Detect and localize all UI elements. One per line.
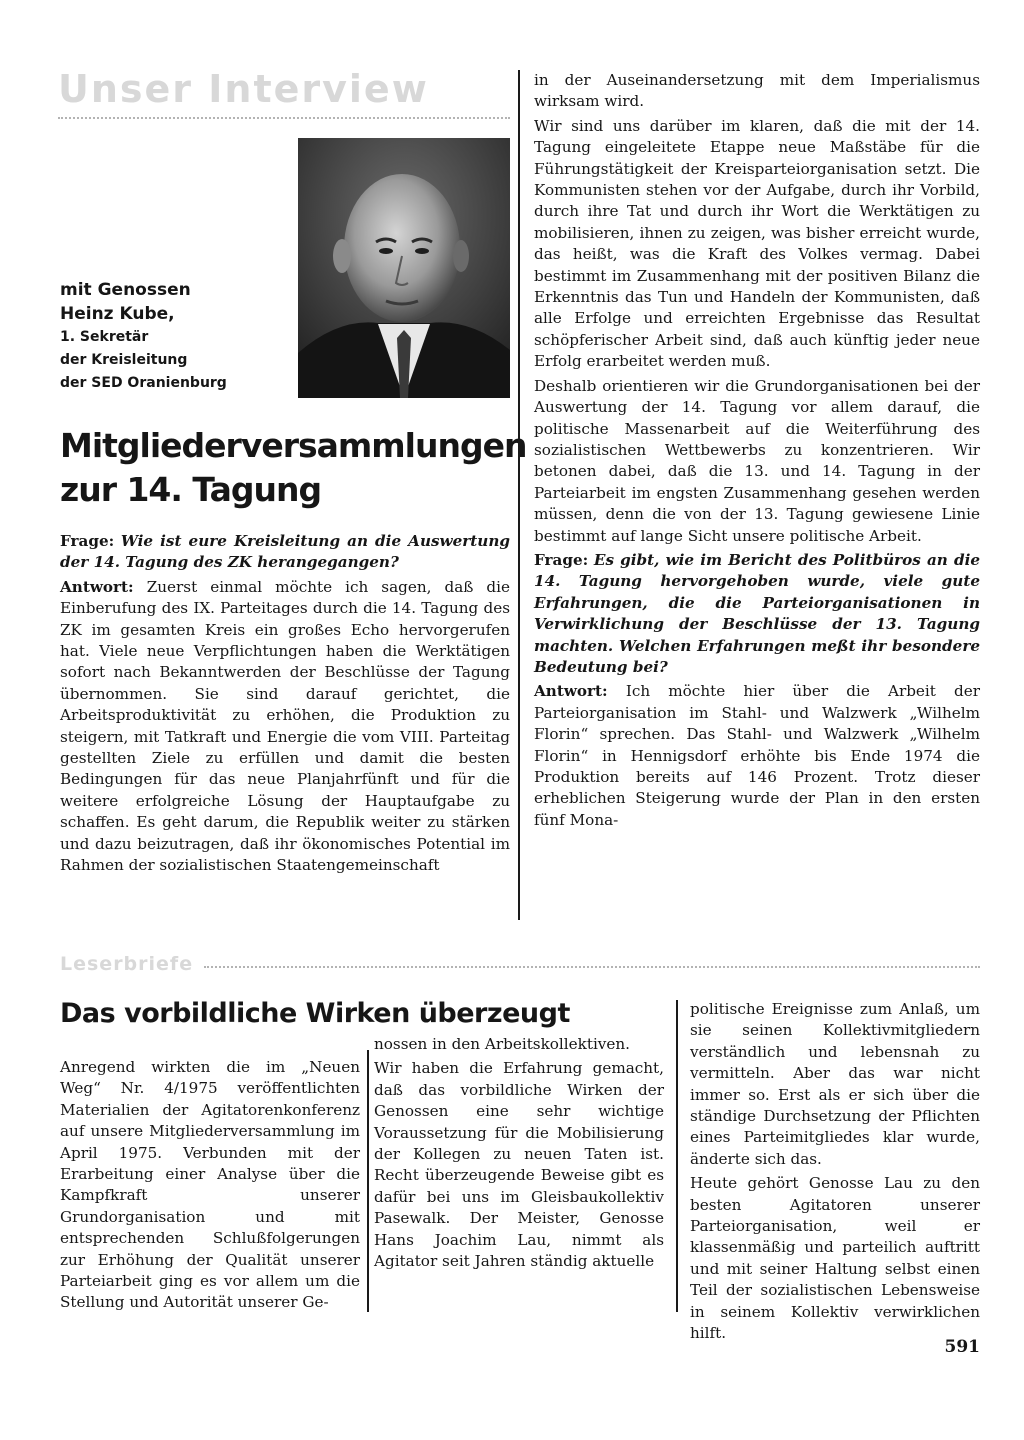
headline-line-1: Mitgliederversammlungen xyxy=(60,426,527,465)
question-2-text: Es gibt, wie im Bericht des Politbüros an die 14. Tagung hervorgehoben wurde, viele gute Erfahrungen, die die Parteiorganisationen in Verwirklichung der Beschlüsse der 13. Tagung machten. Welchen Erfahrungen meßt ihr besondere Bedeutung bei? xyxy=(534,550,980,676)
letter-paragraph-5: Heute gehört Genosse Lau zu den besten Agitatoren unserer Parteiorganisation, weil er klassenmäßig und parteilich auftritt und mit seiner Haltung selbst einen Teil der sozialistischen Lebensweise in seinem Kollektiv verwirklichen hilft. xyxy=(690,1174,980,1343)
antwort-label: Antwort: xyxy=(60,577,134,596)
kicker-rule-interview xyxy=(58,117,510,119)
interview-caption xyxy=(60,278,290,395)
caption-line-3: 1. Sekretär xyxy=(60,329,149,345)
caption-line-1: mit Genossen xyxy=(60,280,191,300)
interview-column-right xyxy=(534,70,980,831)
letters-column-1 xyxy=(60,1057,360,1314)
answer-2-text: Ich möchte hier über die Arbeit der Parteiorganisation im Stahl- und Walzwerk „Wilhelm Florin“ sprechen. Das Stahl- und Walzwerk „Wilhelm Florin“ in Hennigsdorf erhöhte bis Ende 1974 die Produktion bereits auf 146 Prozent. Trotz dieser erheblichen Steigerung wurde der Plan in den ersten fünf Mona- xyxy=(534,682,980,829)
page-number: 591 xyxy=(944,1337,980,1357)
headline-line-2: zur 14. Tagung xyxy=(60,470,322,509)
letters-column-3 xyxy=(690,999,980,1345)
column-rule xyxy=(676,1000,678,1312)
letters-kicker: Leserbriefe xyxy=(60,953,194,975)
question-1-text: Wie ist eure Kreisleitung an die Auswertung der 14. Tagung des ZK herangegangen? xyxy=(60,532,511,572)
portrait-illustration xyxy=(298,138,510,398)
frage-label: Frage: xyxy=(534,550,589,569)
answer-1-text: Zuerst einmal möchte ich sagen, daß die Einberufung des IX. Parteitages durch die 14. Tagung des ZK im gesamten Kreis ein großes Echo hervorgerufen hat. Viele neue Verpflichtungen haben die Werktätigen sofort nach Bekanntwerden der Beschlüsse der Tagung übernommen. Sie sind darauf gerichtet, die Arbeitsproduktivität zu erhöhen, die Produktion zu steigern, mit Tatkraft und Energie die vom VIII. Parteitag gestellten Ziele zu erfüllen und damit die besten Bedingungen für das neue Planjahrfünft und für die weitere erfolgreiche Lösung der Hauptaufgabe zu schaffen. Es geht darum, die Republik weiter zu stärken und dazu beizutragen, daß ihr ökonomisches Potential im Rahmen der sozialistischen Staatengemeinschaft xyxy=(60,577,510,875)
portrait-photo xyxy=(298,138,510,398)
caption-name: Heinz Kube, xyxy=(60,304,175,324)
column-rule xyxy=(518,70,520,920)
letter-paragraph-1: Anregend wirkten die im „Neuen Weg“ Nr. 4/1975 veröffentlichten Materialien der Agitatorenkonferenz auf unsere Mitgliederversammlung im April 1975. Verbunden mit der Erarbeitung einer Analyse über die Kampfkraft unserer Grundorganisation und mit entsprechenden Schlußfolgerungen zur Erhöhung der Qualität unserer Parteiarbeit ging es vor allem um die Stellung und Autorität unserer Ge- xyxy=(60,1058,360,1312)
letter-paragraph-4: politische Ereignisse zum Anlaß, um sie seinen Kollektivmitgliedern verständlich und lebensnah zu vermitteln. Aber das war nicht immer so. Erst als er sich über die ständige Durchsetzung der Pflichten eines Parteimitgliedes klar wurde, änderte sich das. xyxy=(690,1000,980,1168)
answer-1 xyxy=(60,577,510,877)
frage-label: Frage: xyxy=(60,532,115,550)
letter-paragraph-2: nossen in den Arbeitskollektiven. xyxy=(374,1035,630,1053)
antwort-label: Antwort: xyxy=(534,682,608,701)
letter-paragraph-3: Wir haben die Erfahrung gemacht, daß das vorbildliche Wirken der Genossen eine sehr wichtige Voraussetzung für die Mobilisierung der Kollegen zu neuen Taten ist. Recht überzeugende Beweise gibt es dafür bei uns im Gleisbaukollektiv Pasewalk. Der Meister, Genosse Hans Joachim Lau, nimmt als Agitator seit Jahren ständig aktuelle xyxy=(374,1059,664,1271)
paragraph-deshalb: Deshalb orientieren wir die Grundorganisationen bei der Auswertung der 14. Tagung vor allem darauf, die politische Massenarbeit auf die Weiterführung des sozialistischen Wettbewerbs zu konzentrieren. Wir betonen dabei, daß die 13. und 14. Tagung in der Parteiarbeit im engsten Zusammenhang gesehen werden müssen, denn die von der 13. Tagung gewiesene Linie bestimmt auf lange Sicht unsere politische Arbeit. xyxy=(534,376,980,545)
answer-2 xyxy=(534,681,980,831)
caption-line-5: der SED Oranienburg xyxy=(60,375,227,391)
question-1 xyxy=(60,531,510,574)
paragraph-etappe: Wir sind uns darüber im klaren, daß die mit der 14. Tagung eingeleitete Etappe neue Maßstäbe für die Führungstätigkeit der Kreisparteiorganisation setzt. Die Kommunisten stehen vor der Aufgabe, durch ihr Vorbild, durch ihre Tat und durch ihr Wort die Werktätigen zu mobilisieren, ihnen zu zeigen, was bisher erreicht wurde, das heißt, was die Kraft des Volkes vermag. Dabei bestimmt im Zusammenhang mit der positiven Bilanz die Erkenntnis das Tun und Handeln der Kommunisten, daß alle Erfolge und erreichten Ergebnisse das Resultat schöpferischer Arbeit sind, daß auch künftig jeder neue Erfolg erarbeitet werden muß. xyxy=(534,116,980,371)
letters-column-2 xyxy=(374,1034,664,1272)
column-rule xyxy=(367,1050,369,1312)
letters-headline: Das vorbildliche Wirken überzeugt xyxy=(60,998,570,1029)
interview-headline xyxy=(60,424,527,512)
kicker-rule-letters xyxy=(204,966,980,968)
answer-1-continued: in der Auseinandersetzung mit dem Imperialismus wirksam wird. xyxy=(534,71,980,111)
interview-kicker: Unser Interview xyxy=(58,67,429,111)
interview-column-left xyxy=(60,531,510,877)
question-2 xyxy=(534,550,980,678)
caption-line-4: der Kreisleitung xyxy=(60,352,188,368)
